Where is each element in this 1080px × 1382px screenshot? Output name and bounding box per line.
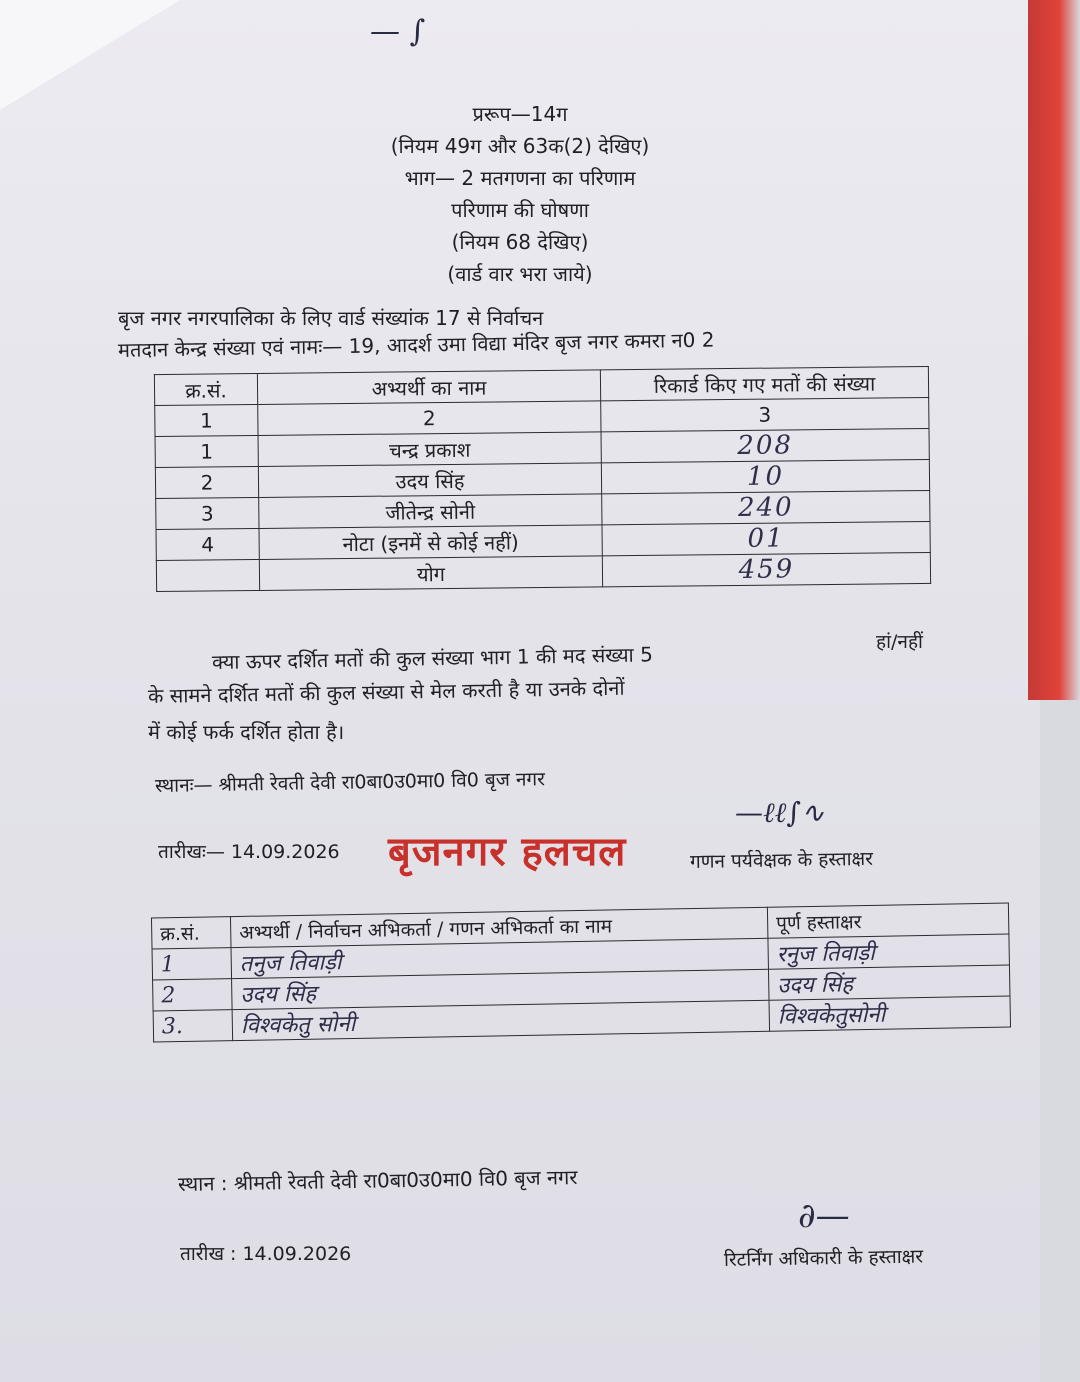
agent-sn: 3. [153,1010,233,1042]
agents-header-sn: क्र.सं. [151,917,231,949]
supervisor-signature-label: गणन पर्यवेक्षक के हस्ताक्षर [689,847,874,873]
date-line-1: तारीखः— 14.09.2026 [158,841,340,863]
total-label: योग [259,556,602,591]
ward-wise-note: (वार्ड वार भरा जाये) [447,262,593,286]
returning-officer-label: रिटर्निंग अधिकारी के हस्ताक्षर [723,1245,924,1271]
total-sn-blank [156,559,259,591]
yes-no-option: हां/नहीं [876,631,923,653]
row-sn: 2 [155,466,258,498]
supervisor-signature-mark: —ℓℓ∫∿ [735,796,825,829]
newspaper-watermark-stamp: बृजनगर हलचल [388,829,627,875]
red-background-edge [1028,0,1080,700]
vote-count: 01 [602,521,930,555]
question-line-3: में कोई फर्क दर्शित होता है। [148,720,345,744]
index-2: 2 [258,401,601,436]
election-line-2: मतदान केन्द्र संख्या एवं नामः— 19, आदर्श उमा विद्या मंदिर बृज नगर कमरा न0 2 [117,327,715,362]
agent-sn: 1 [152,948,232,980]
vote-count: 208 [601,428,929,462]
agent-name: उदय सिंह [232,969,769,1009]
place-line-1: स्थानः— श्रीमती रेवती देवी रा0बा0उ0मा0 वि0 बृज नगर [154,768,546,797]
date-line-2: तारीख : 14.09.2026 [180,1243,352,1265]
header-candidate: अभ्यर्थी का नाम [257,370,600,405]
agent-signature: विश्वकेतुसोनी [769,996,1011,1031]
candidate-name: उदय सिंह [258,463,601,498]
election-line-1: बृज नगर नगरपालिका के लिए वार्ड संख्यांक 17 से निर्वाचन [118,306,544,330]
agents-table [151,903,1011,1043]
page-curl [0,0,180,110]
form-header [320,98,720,290]
form-number: प्ररूप—14ग [472,102,568,126]
index-1: 1 [155,404,258,436]
candidate-name: जीतेन्द्र सोनी [259,494,602,529]
top-scribble-mark: — ∫ [370,14,426,49]
votes-table [154,366,931,592]
rule-68-reference: (नियम 68 देखिए) [451,230,589,254]
index-3: 3 [601,397,929,431]
row-sn: 3 [156,497,259,529]
header-sn: क्र.सं. [154,373,257,405]
header-votes: रिकार्ड किए गए मतों की संख्या [600,366,928,400]
rule-reference: (नियम 49ग और 63क(2) देखिए) [390,134,650,158]
part-title: भाग— 2 मतगणना का परिणाम [404,166,636,190]
agent-sn: 2 [153,979,233,1011]
question-line-1: क्या ऊपर दर्शित मतों की कुल संख्या भाग 1 की मद संख्या 5 [211,642,654,674]
agents-header-sign: पूर्ण हस्ताक्षर [767,903,1009,938]
row-sn: 4 [156,528,259,560]
candidate-name: चन्द्र प्रकाश [258,432,601,467]
candidate-name: नोटा (इनमें से कोई नहीं) [259,525,602,560]
vote-count: 10 [601,459,929,493]
agent-name: तनुज तिवाड़ी [231,938,768,978]
agent-signature: रनुज तिवाड़ी [768,934,1010,969]
agents-header-name: अभ्यर्थी / निर्वाचन अभिकर्ता / गणन अभिकर्ता का नाम [230,907,767,947]
returning-officer-signature-mark: ∂— [798,1196,850,1236]
total-votes: 459 [602,552,930,586]
question-line-2: के सामने दर्शित मतों की कुल संख्या से मेल करती है या उनके दोनों [147,675,625,708]
row-sn: 1 [155,435,258,467]
vote-count: 240 [602,490,930,524]
declaration-title: परिणाम की घोषणा [451,198,589,222]
place-line-2: स्थान : श्रीमती रेवती देवी रा0बा0उ0मा0 वि0 बृज नगर [177,1165,578,1196]
agent-signature: उदय सिंह [768,965,1010,1000]
agent-name: विश्वकेतु सोनी [232,1000,769,1040]
